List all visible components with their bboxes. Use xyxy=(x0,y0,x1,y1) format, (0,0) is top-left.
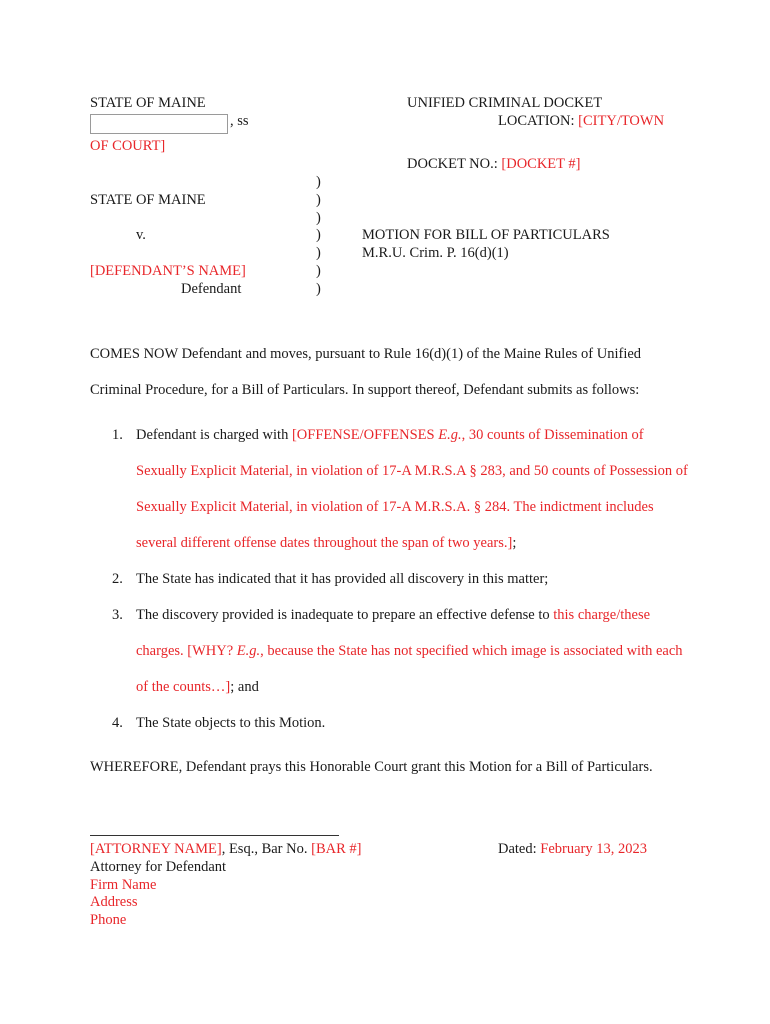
item-text: The discovery provided is inadequate to prepare an effective defense to xyxy=(136,607,554,623)
item-number: 3. xyxy=(112,607,123,623)
caption-plaintiff: STATE OF MAINE xyxy=(90,192,206,208)
location-value-cont: OF COURT] xyxy=(90,138,166,154)
caption-defendant-name: [DEFENDANT’S NAME] xyxy=(90,263,246,279)
ss-label: , ss xyxy=(230,113,249,129)
item-placeholder-italic: E.g. xyxy=(438,427,462,443)
caption-paren: ) xyxy=(316,227,321,243)
attorney-name: [ATTORNEY NAME] xyxy=(90,841,222,857)
docket-number-value: [DOCKET #] xyxy=(501,156,581,172)
item-number: 1. xyxy=(112,427,123,443)
dated-line xyxy=(498,840,647,858)
firm-phone: Phone xyxy=(90,912,127,928)
location-label: LOCATION: xyxy=(498,113,575,129)
dated-value: February 13, 2023 xyxy=(540,841,647,857)
item-placeholder: [OFFENSE/OFFENSES xyxy=(291,427,439,443)
item-placeholder-italic: E.g. xyxy=(236,643,261,659)
numbered-list xyxy=(90,417,690,741)
attorney-role: Attorney for Defendant xyxy=(90,859,227,875)
location-value: [CITY/TOWN xyxy=(578,113,665,129)
attorney-line xyxy=(90,840,361,858)
caption-paren: ) xyxy=(316,210,321,226)
caption-versus: v. xyxy=(136,227,146,243)
caption-paren: ) xyxy=(316,263,321,279)
item-text: ; xyxy=(512,535,517,551)
esq-bar-label: , Esq., Bar No. xyxy=(221,841,312,857)
firm-address: Address xyxy=(90,894,138,910)
item-placeholder: this charge/these charges. [WHY? xyxy=(136,607,651,659)
item-text: Defendant is charged with xyxy=(136,427,292,443)
caption-paren: ) xyxy=(316,192,321,208)
item-placeholder: , because the State has not specified which image is associated with each of the counts…] xyxy=(136,643,683,695)
intro-paragraph: COMES NOW Defendant and moves, pursuant to Rule 16(d)(1) of the Maine Rules of Unified Criminal Procedure, for a Bill of Particulars. In support thereof, Defendant submits as follows: xyxy=(90,346,642,398)
item-text: ; and xyxy=(230,679,259,695)
county-input[interactable] xyxy=(90,114,228,134)
caption-paren: ) xyxy=(316,245,321,261)
caption-paren: ) xyxy=(316,281,321,297)
item-placeholder: , 30 counts of Dissemination of Sexually Explicit Material, in violation of 17-A M.R.S.A § 283, and 50 counts of Possession of Sexually Explicit Material, in violation of 17-A M.R.S.A. § 284. The indictment includes several different offense dates throughout the span of two years.] xyxy=(136,427,688,551)
bar-number: [BAR #] xyxy=(311,841,362,857)
item-number: 4. xyxy=(112,715,123,731)
docket-type: UNIFIED CRIMINAL DOCKET xyxy=(407,95,603,111)
item-number: 2. xyxy=(112,571,123,587)
item-text: The State has indicated that it has provided all discovery in this matter; xyxy=(136,571,549,587)
signature-line xyxy=(90,835,339,836)
location-line xyxy=(498,112,664,130)
caption-defendant-role: Defendant xyxy=(181,281,242,297)
caption-paren: ) xyxy=(316,174,321,190)
rule-citation: M.R.U. Crim. P. 16(d)(1) xyxy=(362,245,509,261)
motion-title: MOTION FOR BILL OF PARTICULARS xyxy=(362,227,610,243)
list-item xyxy=(90,597,690,705)
docket-number-line xyxy=(407,155,580,173)
dated-label: Dated: xyxy=(498,841,541,857)
wherefore-paragraph: WHEREFORE, Defendant prays this Honorable Court grant this Motion for a Bill of Particulars. xyxy=(90,759,653,775)
list-item xyxy=(90,705,690,741)
state-heading: STATE OF MAINE xyxy=(90,95,206,111)
docket-number-label: DOCKET NO.: xyxy=(407,156,498,172)
list-item xyxy=(90,417,690,561)
item-text: The State objects to this Motion. xyxy=(136,715,326,731)
list-item xyxy=(90,561,690,597)
firm-name: Firm Name xyxy=(90,877,157,893)
